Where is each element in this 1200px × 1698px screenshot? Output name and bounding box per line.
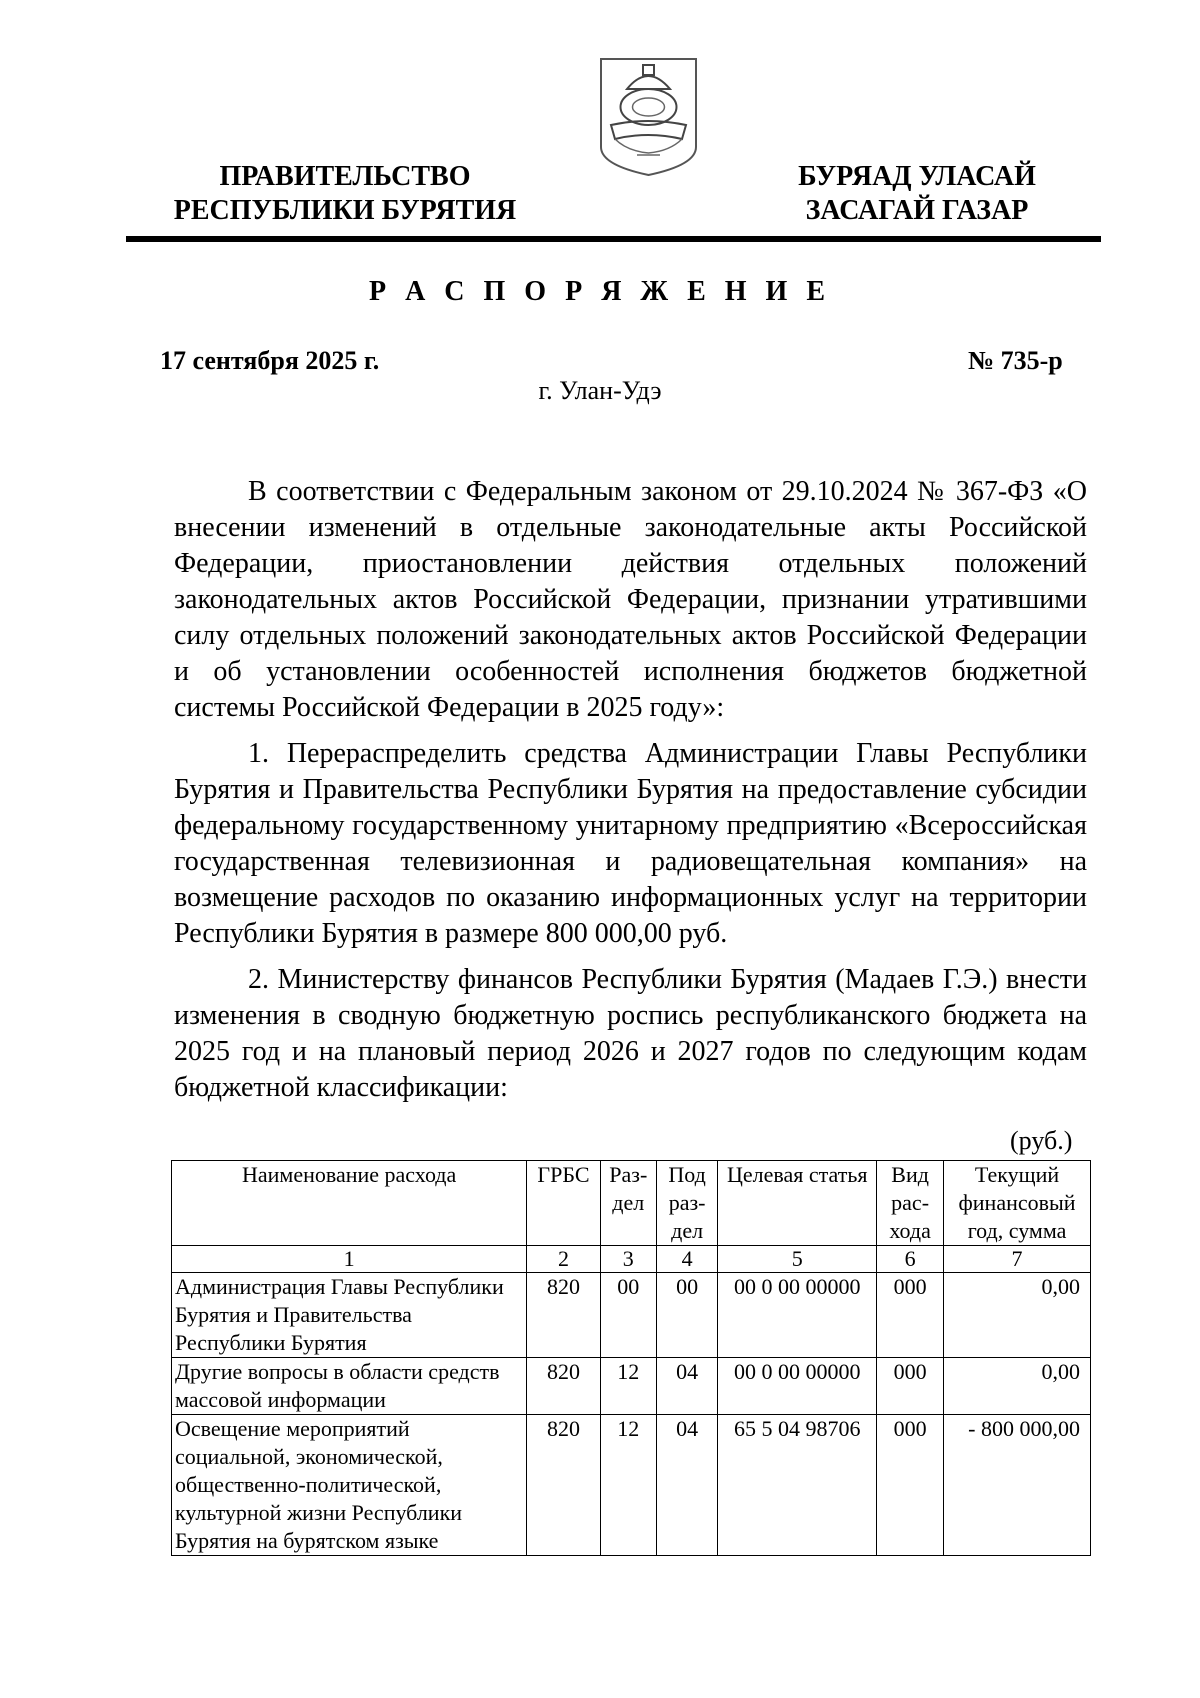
column-number: 1: [172, 1246, 527, 1273]
cell-sum: 0,00: [944, 1273, 1091, 1358]
cell-podrazdel: 00: [656, 1273, 718, 1358]
cell-razdel: 12: [600, 1415, 656, 1556]
cell-vid: 000: [877, 1273, 944, 1358]
cell-sum: - 800 000,00: [944, 1415, 1091, 1556]
item-2-paragraph: 2. Министерству финансов Республики Бурятия (Мадаев Г.Э.) внести изменения в сводную бюджетную роспись республиканского бюджета на 2025 год и на плановый период 2026 и 2027 годов по следующим кодам бюджетной классификации:: [174, 964, 1087, 1103]
cell-razdel: 00: [600, 1273, 656, 1358]
cell-name: Администрация Главы Республики Бурятия и Правительства Республики Бурятия: [172, 1273, 527, 1358]
column-header-vid: Вид рас-хода: [877, 1161, 944, 1246]
table-row: [172, 1358, 1091, 1415]
document-type-title: Р А С П О Р Я Ж Е Н И Е: [368, 276, 832, 307]
cell-grbs: 820: [527, 1358, 600, 1415]
cell-grbs: 820: [527, 1415, 600, 1556]
cell-target: 00 0 00 00000: [718, 1273, 877, 1358]
budget-classification-table: [171, 1160, 1091, 1556]
column-number: 5: [718, 1246, 877, 1273]
table-header-row: [172, 1161, 1091, 1246]
government-name-russian-line2: РЕСПУБЛИКИ БУРЯТИЯ: [173, 195, 517, 226]
column-header-razdel: Раз-дел: [600, 1161, 656, 1246]
table-row: [172, 1415, 1091, 1556]
cell-target: 00 0 00 00000: [718, 1358, 877, 1415]
document-date: 17 сентября 2025 г.: [160, 346, 380, 375]
cell-name: Другие вопросы в области средств массовой информации: [172, 1358, 527, 1415]
table-unit-label: (руб.): [1010, 1126, 1073, 1155]
column-number: 4: [656, 1246, 718, 1273]
column-header-target: Целевая статья: [718, 1161, 877, 1246]
government-name-russian-line1: ПРАВИТЕЛЬСТВО: [219, 161, 471, 192]
column-header-podrazdel: Под раз-дел: [656, 1161, 718, 1246]
cell-sum: 0,00: [944, 1358, 1091, 1415]
cell-name: Освещение мероприятий социальной, экономической, общественно-политической, культурной жизни Республики Бурятия на бурятском языке: [172, 1415, 527, 1556]
government-name-buryat-line1: БУРЯАД УЛАСАЙ: [798, 161, 1036, 192]
cell-vid: 000: [877, 1358, 944, 1415]
government-name-buryat: [742, 160, 1092, 228]
column-number: 2: [527, 1246, 600, 1273]
column-header-sum: Текущий финансовый год, сумма: [944, 1161, 1091, 1246]
table-row: [172, 1273, 1091, 1358]
cell-vid: 000: [877, 1415, 944, 1556]
cell-grbs: 820: [527, 1273, 600, 1358]
column-number: 6: [877, 1246, 944, 1273]
government-name-buryat-line2: ЗАСАГАЙ ГАЗАР: [805, 195, 1029, 226]
preamble-paragraph: В соответствии с Федеральным законом от 29.10.2024 № 367-ФЗ «О внесении изменений в отдельные законодательные акты Российской Федерации, приостановлении действия отдельных положений законодательных актов Российской Федерации, признании утратившими силу отдельных положений законодательных актов Российской Федерации и об установлении особенностей исполнения бюджетов бюджетной системы Российской Федерации в 2025 году»:: [174, 476, 1087, 723]
column-number-row: [172, 1246, 1091, 1273]
cell-podrazdel: 04: [656, 1415, 718, 1556]
column-number: 3: [600, 1246, 656, 1273]
cell-razdel: 12: [600, 1358, 656, 1415]
item-1-paragraph: 1. Перераспределить средства Администрации Главы Республики Бурятия и Правительства Республики Бурятия на предоставление субсидии федеральному государственному унитарному предприятию «Всероссийская государственная телевизионная и радиовещательная компания» на возмещение расходов по оказанию информационных услуг на территории Республики Бурятия в размере 800 000,00 руб.: [174, 738, 1087, 949]
government-name-russian: [150, 160, 540, 228]
cell-podrazdel: 04: [656, 1358, 718, 1415]
document-city: г. Улан-Удэ: [538, 376, 662, 405]
column-header-grbs: ГРБС: [527, 1161, 600, 1246]
column-number: 7: [944, 1246, 1091, 1273]
cell-target: 65 5 04 98706: [718, 1415, 877, 1556]
coat-of-arms-emblem: [597, 55, 700, 177]
document-number: № 735-р: [968, 346, 1063, 375]
column-header-name: Наименование расхода: [172, 1161, 527, 1246]
header-divider: [126, 236, 1101, 242]
